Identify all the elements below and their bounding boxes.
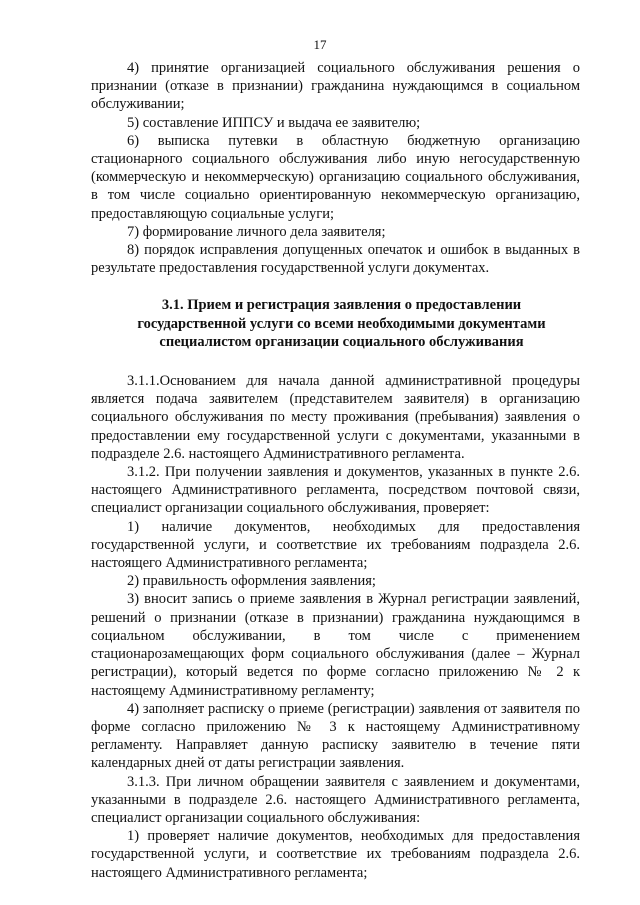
check-item-4: 4) заполняет расписку о приеме (регистрации) заявления от заявителя по форме согласно приложению № 3 к настоящему Административному регламенту. Направляет данную расписку заявителю в течение пяти календарных дней от даты регистрации заявления. <box>91 700 580 772</box>
intro-item-4: 4) принятие организацией социального обслуживания решения о признании (отказе в признании) гражданина нуждающимся в социальном обслуживании; <box>91 60 580 113</box>
intro-item-7: 7) формирование личного дела заявителя; <box>127 223 386 240</box>
personal-check-item-1: 1) проверяет наличие документов, необходимых для предоставления государственной услуги, и соответствие их требованиям подраздела 2.6. настоящего Административного регламента; <box>91 828 580 881</box>
paragraph-3-1-2: 3.1.2. При получении заявления и документов, указанных в пункте 2.6. настоящего Административного регламента, посредством почтовой связи, специалист организации социального обслуживания, проверяет: <box>91 464 580 517</box>
page-number: 17 <box>313 37 327 52</box>
section-heading: 3.1. Прием и регистрация заявления о предоставлении государственной услуги со всеми необходимыми документами специалистом организации социального обслуживания <box>137 297 546 350</box>
check-item-2: 2) правильность оформления заявления; <box>127 573 376 590</box>
paragraph-3-1-1: 3.1.1.Основанием для начала данной административной процедуры является подача заявителем (представителем заявителя) в организацию социального обслуживания по месту проживания (пребывания) заявления о предоставлении ему государственной услуги с документами, указанными в подразделе 2.6. настоящего Административного регламента. <box>91 373 580 462</box>
intro-item-8: 8) порядок исправления допущенных опечаток и ошибок в выданных в результате предоставления государственной услуги документах. <box>91 242 580 277</box>
intro-item-6: 6) выписка путевки в областную бюджетную организацию стационарного социального обслуживания либо иную негосударственную (коммерческую и некоммерческую) организацию социального обслуживания, в том числе социально ориентированную некоммерческую организацию, предоставляющую социальные услуги; <box>91 132 580 222</box>
paragraph-3-1-3: 3.1.3. При личном обращении заявителя с заявлением и документами, указанными в подразделе 2.6. настоящего Административного регламента, специалист организации социального обслуживания: <box>91 773 580 826</box>
check-item-3: 3) вносит запись о приеме заявления в Журнал регистрации заявлений, решений о признании (отказе в признании) гражданина нуждающимся в социальном обслуживании, в том числе с применением стационарозамещающих форм социального обслуживания (далее – Журнал регистрации), который ведется по форме согласно приложению № 2 к настоящему Административному регламенту; <box>91 591 580 699</box>
check-item-1: 1) наличие документов, необходимых для предоставления государственной услуги, и соответствие их требованиям подраздела 2.6. настоящего Административного регламента; <box>91 518 580 572</box>
document-body <box>91 59 580 882</box>
intro-item-5: 5) составление ИППСУ и выдача ее заявителю; <box>127 114 421 131</box>
